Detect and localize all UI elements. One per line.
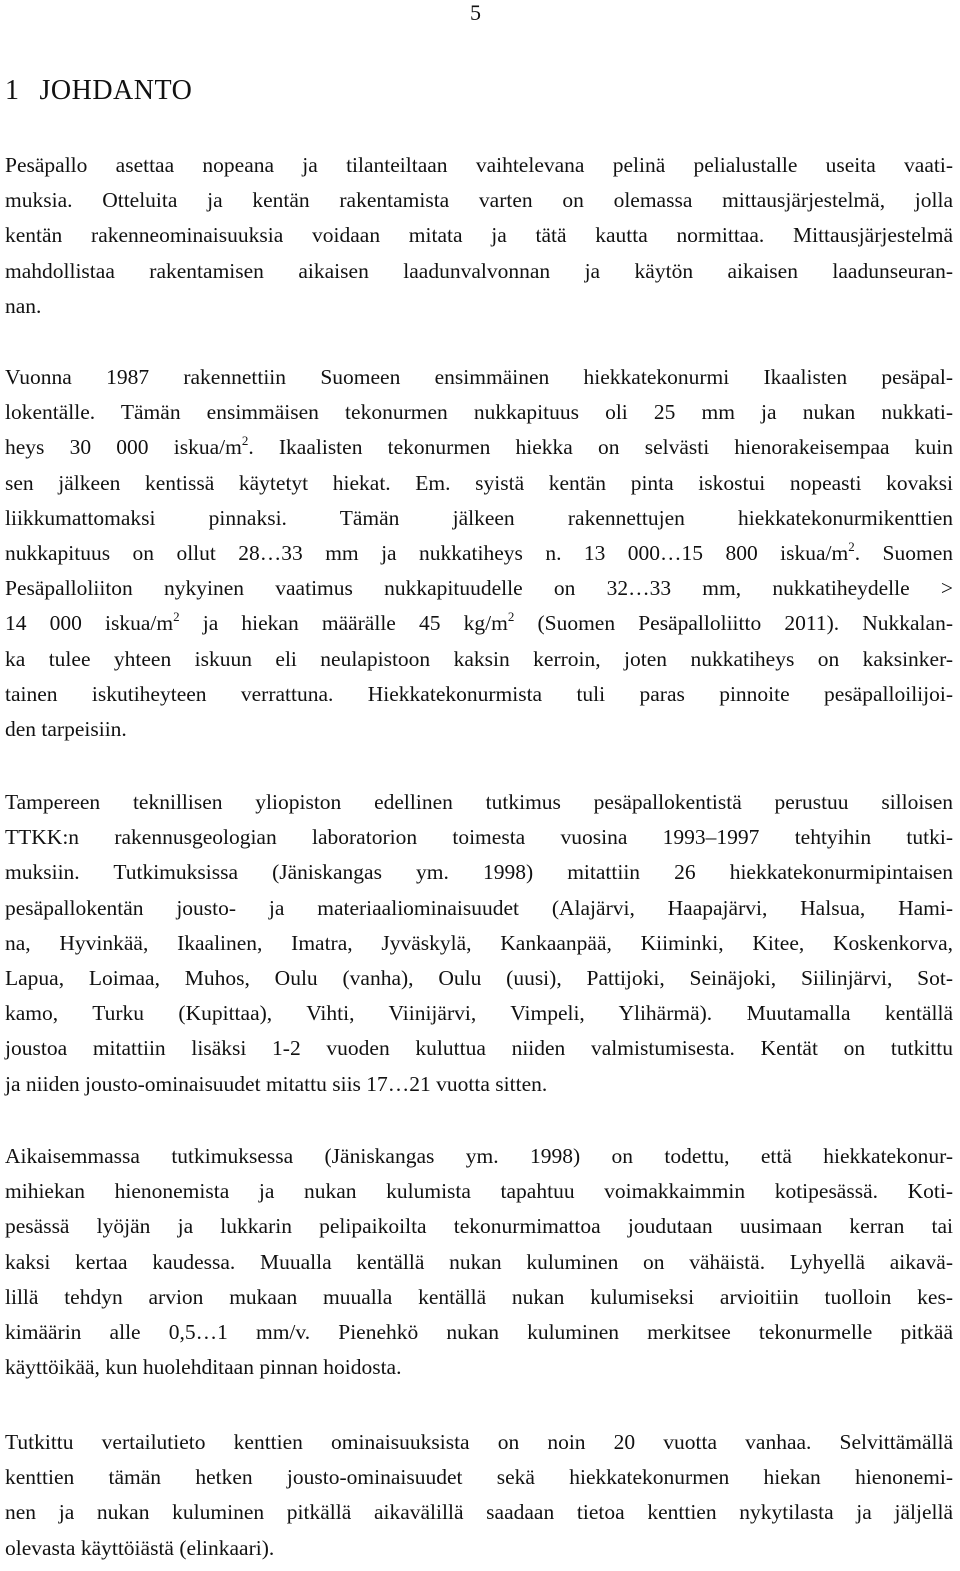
text-segment: heys 30 000 iskua/m — [5, 435, 242, 460]
text-line: kenttien tämän hetken jousto-ominaisuudet sekä hiekkatekonurmen hiekan hienonemi- — [5, 1465, 953, 1490]
text-line: nan. — [5, 293, 42, 318]
text-line: lokentälle. Tämän ensimmäisen tekonurmen nukkapituus oli 25 mm ja nukan nukkati- — [5, 400, 953, 425]
text-segment: nukkapituus on ollut 28…33 mm ja nukkatiheys n. 13 000…15 800 iskua/m — [5, 541, 849, 566]
text-line: kamo, Turku (Kupittaa), Vihti, Viinijärvi, Vimpeli, Ylihärmä). Muutamalla kentällä — [5, 1001, 953, 1026]
text-line: Lapua, Loimaa, Muhos, Oulu (vanha), Oulu (uusi), Pattijoki, Seinäjoki, Siilinjärvi, Sot- — [5, 966, 953, 991]
text-line: kaksi kertaa kaudessa. Muualla kentällä nukan kuluminen on vähäistä. Lyhyellä aikavä- — [5, 1249, 953, 1274]
text-line: tainen iskutiheyteen verrattuna. Hiekkatekonurmista tuli paras pinnoite pesäpalloilijoi- — [5, 681, 953, 706]
text-line: pesäpallokentän jousto- ja materiaaliominaisuudet (Alajärvi, Haapajärvi, Halsua, Hami- — [5, 895, 953, 920]
paragraph-history — [5, 360, 953, 747]
text-line: kimäärin alle 0,5…1 mm/v. Pienehkö nukan kuluminen merkitsee tekonurmelle pitkää — [5, 1320, 953, 1345]
text-line: muksiin. Tutkimuksissa (Jäniskangas ym. 1998) mitattiin 26 hiekkatekonurmipintaisen — [5, 860, 953, 885]
superscript: 2 — [173, 609, 180, 625]
page-number: 5 — [470, 0, 481, 25]
paragraph-wear — [5, 1139, 953, 1385]
text-line: olevasta käyttöiästä (elinkaari). — [5, 1535, 275, 1560]
text-line: sen jälkeen kentissä käytetyt hiekat. Em. syistä kentän pinta iskostui nopeasti kovaksi — [5, 470, 953, 495]
chapter-number: 1 — [5, 75, 20, 106]
text-segment: ja hiekan määrälle 45 kg/m — [179, 611, 508, 636]
text-segment: . Suomen — [854, 541, 954, 566]
text-line: Aikaisemmassa tutkimuksessa (Jäniskangas ym. 1998) on todettu, että hiekkatekonur- — [5, 1144, 953, 1168]
text-line: ja niiden jousto-ominaisuudet mitattu siis 17…21 vuotta sitten. — [5, 1071, 548, 1096]
superscript: 2 — [848, 539, 855, 555]
text-line: joustoa mitattiin lisäksi 1-2 vuoden kuluttua niiden valmistumisesta. Kentät on tutkittu — [5, 1036, 953, 1061]
text-line: TTKK:n rakennusgeologian laboratorion toimesta vuosina 1993–1997 tehtyihin tutki- — [5, 825, 953, 850]
text-line — [5, 606, 953, 641]
paragraph-conclusion — [5, 1425, 953, 1566]
text-line: na, Hyvinkää, Ikaalinen, Imatra, Jyväskylä, Kankaanpää, Kiiminki, Kitee, Koskenkorva, — [5, 930, 953, 955]
paragraph-previous-study — [5, 785, 953, 1102]
text-line: Tutkittu vertailutieto kenttien ominaisuuksista on noin 20 vuotta vanhaa. Selvittämällä — [5, 1430, 953, 1454]
text-line — [5, 536, 953, 571]
text-line — [5, 430, 953, 465]
superscript: 2 — [241, 433, 249, 449]
text-line: nen ja nukan kuluminen pitkällä aikavälillä saadaan tietoa kenttien nykytilasta ja jäljellä — [5, 1500, 953, 1525]
text-segment: (Suomen Pesäpalloliitto 2011). Nukkalan- — [514, 611, 953, 636]
text-line: käyttöikää, kun huolehditaan pinnan hoidosta. — [5, 1355, 402, 1380]
text-segment: . Ikaalisten tekonurmen hiekka on selvästi hienorakeisempaa kuin — [248, 435, 953, 460]
text-line: pesässä lyöjän ja lukkarin pelipaikoilta tekonurmimattoa joudutaan uusimaan kerran tai — [5, 1214, 953, 1239]
text-line: mahdollistaa rakentamisen aikaisen laadunvalvonnan ja käytön aikaisen laadunseuran- — [5, 258, 953, 283]
chapter-heading — [5, 74, 192, 108]
paragraph-intro — [5, 148, 953, 324]
text-line: Pesäpalloliiton nykyinen vaatimus nukkapituudelle on 32…33 mm, nukkatiheydelle > — [5, 576, 953, 601]
chapter-title: JOHDANTO — [39, 75, 193, 106]
text-line: ka tulee yhteen iskuun eli neulapistoon kaksin kerroin, joten nukkatiheys on kaksinker- — [5, 646, 953, 671]
text-line: liikkumattomaksi pinnaksi. Tämän jälkeen rakennettujen hiekkatekonurmikenttien — [5, 505, 953, 530]
text-segment: 14 000 iskua/m — [5, 611, 174, 636]
text-line: kentän rakenneominaisuuksia voidaan mitata ja tätä kautta normittaa. Mittausjärjestelmä — [5, 223, 953, 248]
text-line: Pesäpallo asettaa nopeana ja tilanteiltaan vaihtelevana pelinä pelialustalle useita vaati- — [5, 153, 953, 177]
text-line: den tarpeisiin. — [5, 717, 127, 742]
text-line: mihiekan hienonemista ja nukan kulumista tapahtuu voimakkaimmin kotipesässä. Koti- — [5, 1179, 953, 1204]
text-line: lillä tehdyn arvion mukaan muualla kentällä nukan kulumiseksi arvioitiin tuolloin kes- — [5, 1284, 953, 1309]
superscript: 2 — [507, 609, 515, 625]
text-line: Tampereen teknillisen yliopiston edellinen tutkimus pesäpallokentistä perustuu silloisen — [5, 790, 953, 814]
text-line: muksia. Otteluita ja kentän rakentamista varten on olemassa mittausjärjestelmä, jolla — [5, 188, 953, 213]
text-line: Vuonna 1987 rakennettiin Suomeen ensimmäinen hiekkatekonurmi Ikaalisten pesäpal- — [5, 365, 953, 389]
